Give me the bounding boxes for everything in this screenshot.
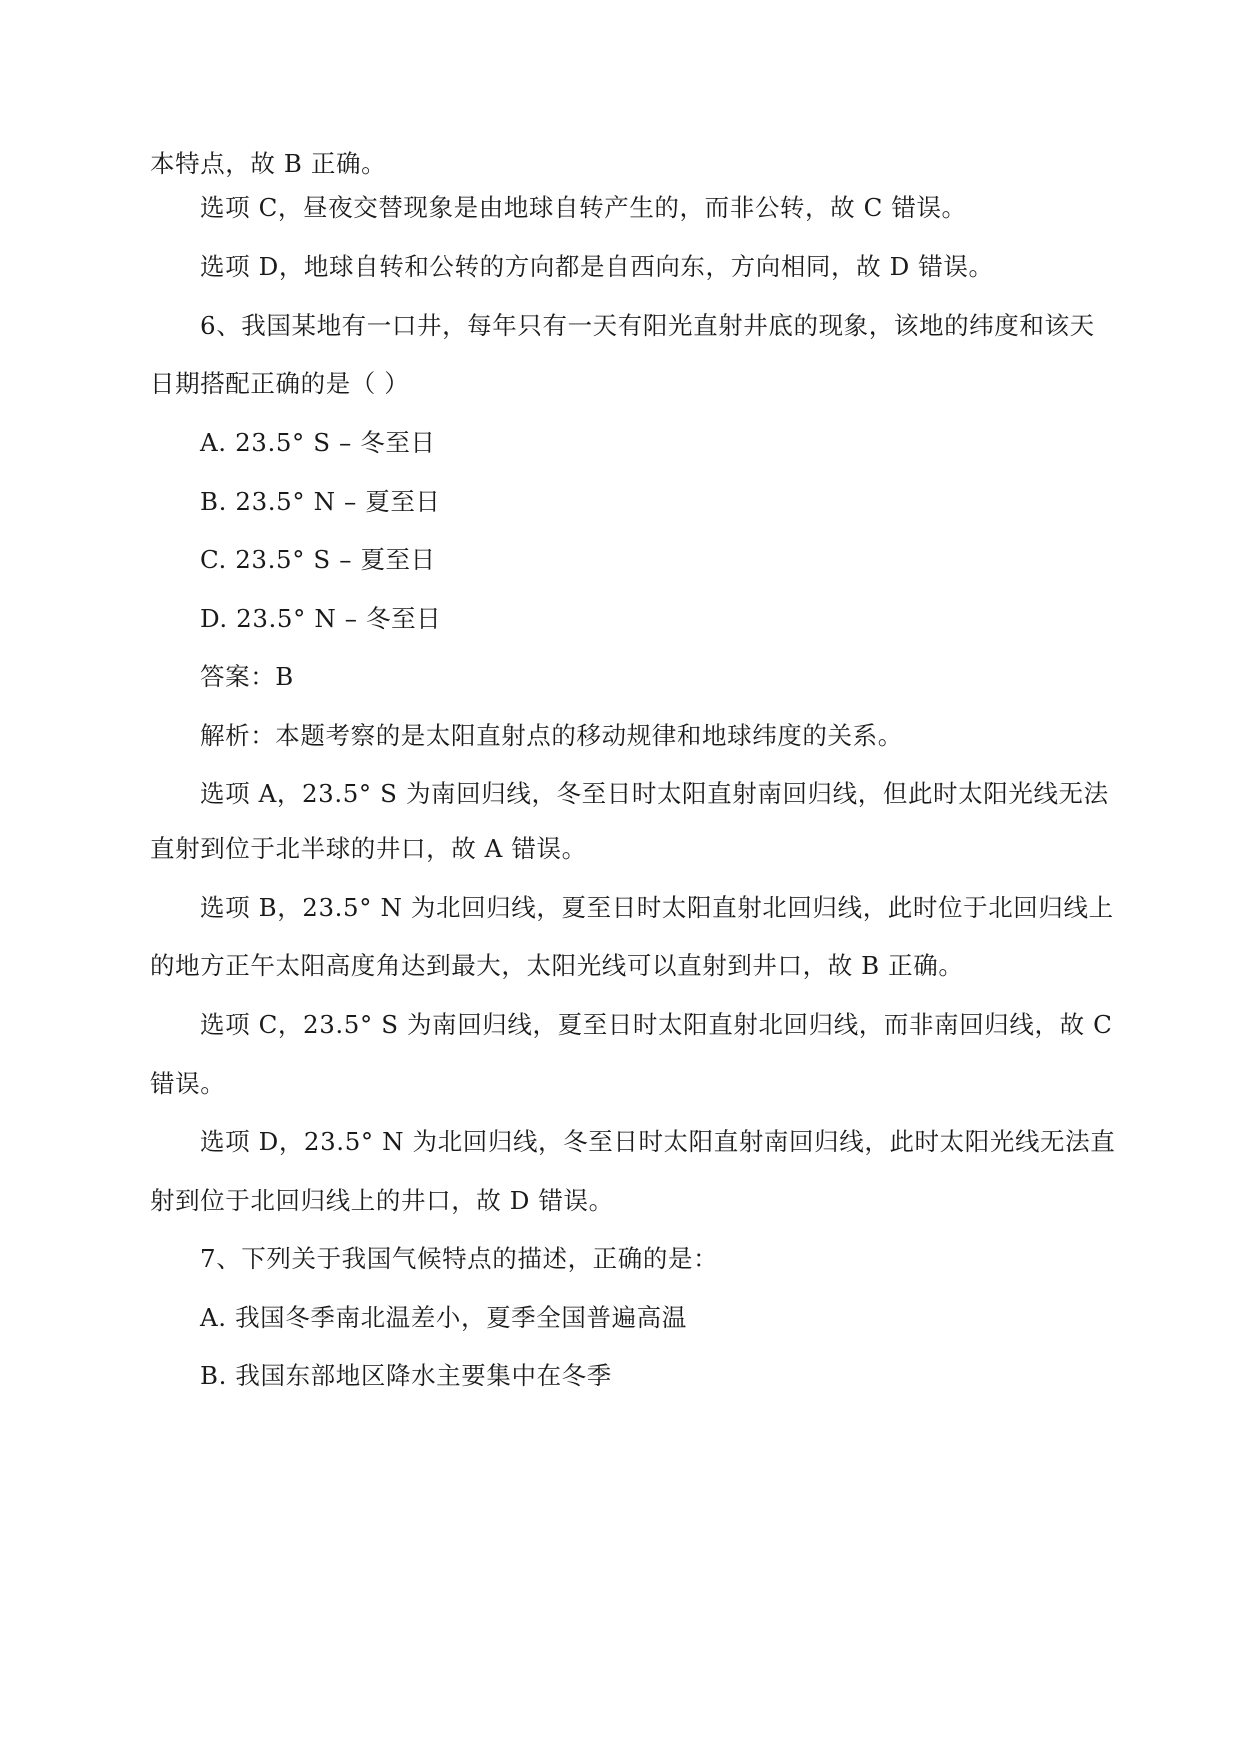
option-a: A. 我国冬季南北温差小，夏季全国普遍高温 [200,1303,687,1332]
option-b: B. 我国东部地区降水主要集中在冬季 [200,1361,612,1390]
text-line: 选项 C，昼夜交替现象是由地球自转产生的，而非公转，故 C 错误。 [200,193,967,222]
text-line: 的地方正午太阳高度角达到最大，太阳光线可以直射到井口，故 B 正确。 [150,951,964,980]
text-line: 选项 B，23.5° N 为北回归线，夏至日时太阳直射北回归线，此时位于北回归线上 [200,893,1114,922]
text-line: 射到位于北回归线上的井口，故 D 错误。 [150,1186,614,1215]
text-line: 错误。 [150,1069,226,1098]
answer: 答案：B [200,662,294,691]
option-a: A. 23.5° S – 冬至日 [200,428,436,457]
option-b: B. 23.5° N – 夏至日 [200,487,441,516]
option-c: C. 23.5° S – 夏至日 [200,545,436,574]
analysis: 解析：本题考察的是太阳直射点的移动规律和地球纬度的关系。 [200,721,903,750]
question-6-stem-continued: 日期搭配正确的是（ ） [150,369,410,398]
text-line: 选项 A，23.5° S 为南回归线，冬至日时太阳直射南回归线，但此时太阳光线无法 [200,779,1109,808]
question-7-stem: 7、下列关于我国气候特点的描述，正确的是： [200,1244,719,1273]
text-line: 选项 C，23.5° S 为南回归线，夏至日时太阳直射北回归线，而非南回归线，故 C [200,1010,1113,1039]
text-line: 选项 D，地球自转和公转的方向都是自西向东，方向相同，故 D 错误。 [200,252,994,281]
text-line: 本特点，故 B 正确。 [150,149,387,178]
question-6-stem: 6、我国某地有一口井，每年只有一天有阳光直射井底的现象，该地的纬度和该天 [200,311,1095,340]
text-line: 选项 D，23.5° N 为北回归线，冬至日时太阳直射南回归线，此时太阳光线无法直 [200,1127,1116,1156]
text-line: 直射到位于北半球的井口，故 A 错误。 [150,834,587,863]
option-d: D. 23.5° N – 冬至日 [200,604,442,633]
